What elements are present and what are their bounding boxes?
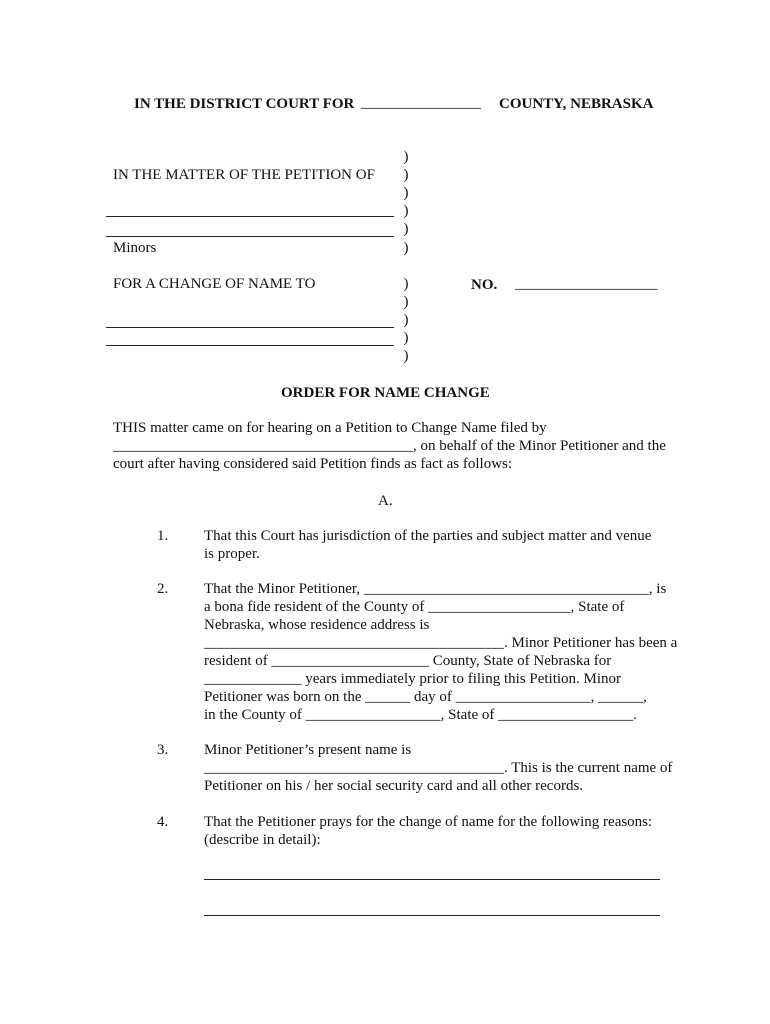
caption-paren: ): [403, 312, 409, 328]
caption-paren: ): [403, 167, 409, 183]
caption-paren: ): [403, 149, 409, 165]
new-name-line-2[interactable]: [106, 345, 394, 346]
item-number: 2.: [157, 581, 169, 597]
birth-date-field[interactable]: Petitioner was born on the ______ day of __________________, ______,: [204, 689, 647, 705]
county-name-blank[interactable]: ________________: [361, 95, 481, 111]
intro-line-3: court after having considered said Petition finds as fact as follows:: [113, 456, 513, 472]
case-number-label: NO.: [471, 277, 498, 293]
caption-paren: ): [403, 276, 409, 292]
residence-address-field[interactable]: ________________________________________. Minor Petitioner has been a: [204, 635, 678, 651]
reasons-line-1[interactable]: [204, 879, 660, 880]
item-number: 1.: [157, 528, 169, 544]
caption-paren: ): [403, 348, 409, 364]
county-of-residence-field[interactable]: a bona fide resident of the County of ___________________, State of: [204, 599, 625, 615]
item-number: 4.: [157, 814, 169, 830]
item-2-line: Nebraska, whose residence address is: [204, 617, 430, 633]
present-name-field[interactable]: ________________________________________. This is the current name of: [204, 760, 673, 776]
case-number-blank[interactable]: ___________________: [515, 276, 658, 292]
item-1-line: That this Court has jurisdiction of the parties and subject matter and venue: [204, 528, 652, 544]
item-4-line: That the Petitioner prays for the change of name for the following reasons:: [204, 814, 653, 830]
intro-line-1: THIS matter came on for hearing on a Petition to Change Name filed by: [113, 420, 547, 436]
item-4-line: (describe in detail):: [204, 832, 321, 848]
minors-label: Minors: [113, 240, 157, 256]
years-resident-field[interactable]: _____________ years immediately prior to filing this Petition. Minor: [204, 671, 622, 687]
court-heading-prefix: IN THE DISTRICT COURT FOR: [134, 96, 355, 112]
reasons-line-2[interactable]: [204, 915, 660, 916]
matter-of-petition-label: IN THE MATTER OF THE PETITION OF: [113, 167, 375, 183]
caption-paren: ): [403, 185, 409, 201]
item-1-line: is proper.: [204, 546, 260, 562]
minor-petitioner-name-field[interactable]: That the Minor Petitioner, ______________________________________, is: [204, 581, 667, 597]
item-3-line: Petitioner on his / her social security card and all other records.: [204, 778, 584, 794]
petitioner-name-line-2[interactable]: [106, 236, 394, 237]
caption-paren: ): [403, 240, 409, 256]
caption-paren: ): [403, 221, 409, 237]
petitioner-name-line-1[interactable]: [106, 216, 394, 217]
resident-county-field[interactable]: resident of _____________________ County, State of Nebraska for: [204, 653, 612, 669]
item-number: 3.: [157, 742, 169, 758]
section-a-label: A.: [378, 493, 393, 509]
birth-county-state-field[interactable]: in the County of __________________, State of __________________.: [204, 707, 637, 723]
new-name-line-1[interactable]: [106, 327, 394, 328]
item-3-line: Minor Petitioner’s present name is: [204, 742, 412, 758]
caption-paren: ): [403, 203, 409, 219]
intro-line-2[interactable]: ________________________________________, on behalf of the Minor Petitioner and the: [113, 438, 666, 454]
court-heading-suffix: COUNTY, NEBRASKA: [499, 96, 654, 112]
order-title: ORDER FOR NAME CHANGE: [281, 385, 490, 401]
change-of-name-label: FOR A CHANGE OF NAME TO: [113, 276, 316, 292]
caption-paren: ): [403, 330, 409, 346]
caption-paren: ): [403, 294, 409, 310]
